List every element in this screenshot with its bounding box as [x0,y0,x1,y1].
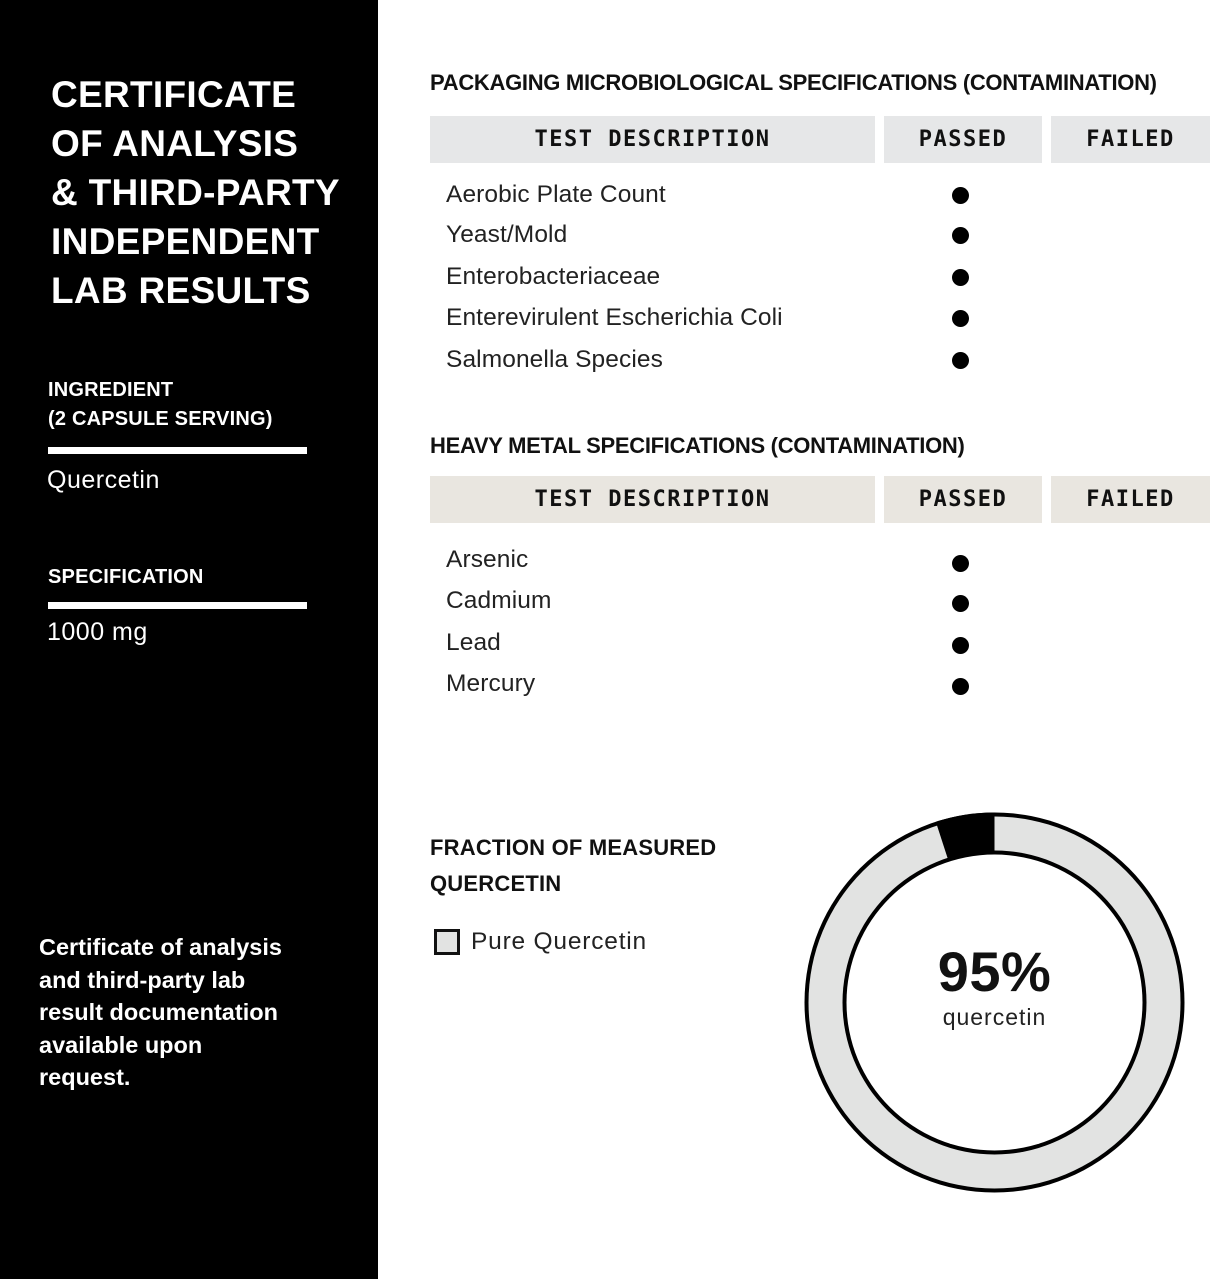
test-name: Enterobacteriaceae [446,263,661,290]
test-name: Yeast/Mold [446,221,568,248]
note-line: and third-party lab [39,966,246,993]
donut-center-label [802,940,1187,1030]
ingredient-label [48,376,273,434]
passed-dot-icon [952,352,969,369]
passed-dot-icon [952,555,969,572]
title-line: LAB RESULTS [51,270,311,311]
title-line: CERTIFICATE [51,74,297,115]
passed-dot-icon [952,310,969,327]
availability-note [39,931,339,1094]
test-name: Aerobic Plate Count [446,181,666,208]
chart-legend [434,928,647,956]
test-name: Lead [446,629,501,656]
table-row [446,215,1046,255]
column-header-test-description: TEST DESCRIPTION [430,476,875,523]
test-name: Mercury [446,670,536,697]
heavy-metal-section-title: HEAVY METAL SPECIFICATIONS (CONTAMINATION) [430,433,965,458]
test-name: Salmonella Species [446,346,663,373]
column-header-failed: FAILED [1051,116,1210,163]
table-row [446,664,1046,704]
title-line: & THIRD-PARTY [51,172,340,213]
note-line: Certificate of analysis [39,934,282,960]
specification-value: 1000 mg [47,618,148,646]
microbiological-section-title: PACKAGING MICROBIOLOGICAL SPECIFICATIONS (CONTAMINATION) [430,70,1157,95]
ingredient-value: Quercetin [47,466,160,494]
test-name: Arsenic [446,546,529,573]
note-line: request. [39,1064,131,1090]
legend-swatch-icon [434,929,460,955]
fraction-title-line: QUERCETIN [430,871,562,896]
table-row [446,257,1046,297]
passed-dot-icon [952,227,969,244]
test-name: Cadmium [446,587,552,614]
column-header-passed: PASSED [884,476,1042,523]
note-line: result documentation [39,999,278,1025]
table-row [446,298,1046,338]
page-title [51,70,371,315]
title-line: INDEPENDENT [51,221,320,262]
table-row [446,581,1046,621]
fraction-title-line: FRACTION OF MEASURED [430,835,717,860]
column-header-test-description: TEST DESCRIPTION [430,116,875,163]
note-line: available upon [39,1031,203,1058]
specification-divider [48,602,307,609]
passed-dot-icon [952,187,969,204]
table-row [446,175,1046,215]
percent-value: 95% [937,940,1052,1003]
percent-sublabel: quercetin [942,1004,1047,1030]
passed-dot-icon [952,269,969,286]
ingredient-divider [48,447,307,454]
table-row [446,340,1046,380]
table-row [446,540,1046,580]
microbiological-table-header [430,116,1210,163]
sidebar [0,0,378,1279]
legend-label: Pure Quercetin [471,928,647,955]
title-line: OF ANALYSIS [51,123,299,164]
fraction-section-title [430,830,716,902]
table-row [446,623,1046,663]
test-name: Enterevirulent Escherichia Coli [446,304,783,331]
ingredient-label-line: INGREDIENT [48,379,174,401]
passed-dot-icon [952,637,969,654]
column-header-passed: PASSED [884,116,1042,163]
heavy-metal-table-header [430,476,1210,523]
passed-dot-icon [952,678,969,695]
passed-dot-icon [952,595,969,612]
ingredient-label-line: (2 CAPSULE SERVING) [48,408,273,430]
column-header-failed: FAILED [1051,476,1210,523]
specification-label: SPECIFICATION [48,566,204,588]
